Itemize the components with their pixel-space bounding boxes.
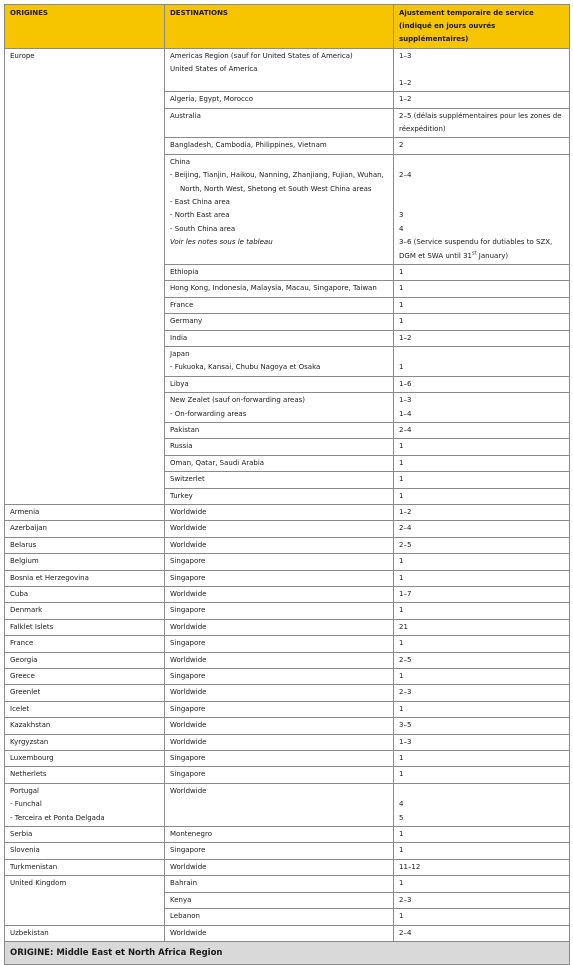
adjustment-cell: 11–12	[394, 859, 570, 875]
ordinal-suffix: st	[472, 250, 477, 257]
destination-cell: Singapore	[165, 701, 394, 717]
service-adjustment-table	[4, 4, 570, 965]
adjustment-cell: 1	[394, 264, 570, 280]
destination-cell	[165, 346, 394, 376]
table-row	[5, 718, 570, 734]
destination-line: North, North West, Shetong et South West China areas	[180, 184, 372, 193]
origin-cell: Serbia	[5, 827, 165, 843]
destination-cell: Montenegro	[165, 827, 394, 843]
origin-cell: Azerbaijan	[5, 521, 165, 537]
destination-cell: India	[165, 330, 394, 346]
service-adjustment-document	[4, 4, 569, 965]
origin-cell: Kazakhstan	[5, 718, 165, 734]
origin-line: - Terceira et Ponta Delgada	[10, 813, 105, 822]
destination-cell: Worldwide	[165, 734, 394, 750]
origin-cell: Uzbekistan	[5, 925, 165, 941]
adjustment-line: 1–2	[399, 78, 412, 87]
destination-line: Worldwide	[170, 786, 207, 795]
adjustment-cell: 2–3	[394, 685, 570, 701]
adjustment-line: 1–4	[399, 409, 412, 418]
adjustment-cell: 2–5	[394, 652, 570, 668]
adjustment-cell: 2	[394, 138, 570, 154]
adjustment-cell: 2–4	[394, 422, 570, 438]
origin-cell: Greenlet	[5, 685, 165, 701]
adjustment-cell: 1–2	[394, 92, 570, 108]
adjustment-cell: 2–4	[394, 925, 570, 941]
adjustment-cell: 1	[394, 636, 570, 652]
section-heading-row	[5, 941, 570, 964]
table-row	[5, 734, 570, 750]
table-row	[5, 521, 570, 537]
origin-cell: Falklet Islets	[5, 619, 165, 635]
destination-cell: Russia	[165, 439, 394, 455]
table-row	[5, 636, 570, 652]
origin-line: Portugal	[10, 786, 39, 795]
destination-cell: Worldwide	[165, 587, 394, 603]
adjustment-cell: 1–3	[394, 734, 570, 750]
adjustment-cell: 1	[394, 488, 570, 504]
table-row	[5, 619, 570, 635]
destination-line: - On-forwarding areas	[170, 409, 247, 418]
table-row	[5, 827, 570, 843]
destination-cell	[165, 783, 394, 826]
adjustment-cell: 1	[394, 455, 570, 471]
origin-cell: Greece	[5, 669, 165, 685]
destination-cell: Singapore	[165, 669, 394, 685]
destination-cell: Worldwide	[165, 521, 394, 537]
adjustment-line: 4	[399, 800, 404, 809]
adjustment-cell	[394, 783, 570, 826]
adjustment-cell: 1	[394, 439, 570, 455]
destination-cell: France	[165, 297, 394, 313]
adjustment-cell: 1	[394, 827, 570, 843]
adjustment-cell: 1	[394, 297, 570, 313]
adjustment-line: 1	[399, 363, 404, 372]
destination-cell	[165, 49, 394, 92]
origin-cell: Netherlets	[5, 767, 165, 783]
adjustment-cell: 1–2	[394, 504, 570, 520]
destination-cell: Switzerlet	[165, 472, 394, 488]
destination-cell: Hong Kong, Indonesia, Malaysia, Macau, Singapore, Taiwan	[165, 281, 394, 297]
adjustment-line	[399, 236, 564, 263]
destination-cell: Worldwide	[165, 504, 394, 520]
destination-cell: Bangladesh, Cambodia, Philippines, Vietnam	[165, 138, 394, 154]
adjustment-cell	[394, 49, 570, 92]
adjustment-cell: 1	[394, 767, 570, 783]
destination-cell: Kenya	[165, 892, 394, 908]
adjustment-cell: 1–2	[394, 330, 570, 346]
adjustment-cell: 1	[394, 603, 570, 619]
adjustment-cell: 2–5	[394, 537, 570, 553]
table-row	[5, 925, 570, 941]
destination-cell: Worldwide	[165, 718, 394, 734]
adjustment-cell: 1	[394, 281, 570, 297]
adjustment-cell: 1	[394, 570, 570, 586]
adjustment-cell: 1–7	[394, 587, 570, 603]
destination-cell	[165, 154, 394, 264]
origin-cell: France	[5, 636, 165, 652]
adjustment-cell: 1	[394, 701, 570, 717]
destination-line: - Fukuoka, Kansai, Chubu Nagoya et Osaka	[170, 363, 321, 372]
destination-cell: Worldwide	[165, 925, 394, 941]
adjustment-line: 1–3	[399, 52, 412, 60]
table-header-row	[5, 5, 570, 49]
adjustment-cell: 1	[394, 314, 570, 330]
table-row	[5, 669, 570, 685]
table-row	[5, 783, 570, 826]
adjustment-cell	[394, 346, 570, 376]
destination-line: New Zealet (sauf on-forwarding areas)	[170, 396, 306, 405]
adjustment-cell	[394, 393, 570, 423]
origin-cell: Slovenia	[5, 843, 165, 859]
adjustment-cell: 1	[394, 876, 570, 892]
destination-cell: Lebanon	[165, 909, 394, 925]
origin-cell: Belarus	[5, 537, 165, 553]
origin-cell: United Kingdom	[5, 876, 165, 925]
origin-cell: Luxembourg	[5, 751, 165, 767]
destination-cell	[165, 393, 394, 423]
destination-line: Japan	[170, 349, 190, 358]
destination-line: - Beijing, Tianjin, Haikou, Nanning, Zhanjiang, Fujian, Wuhan,	[170, 171, 384, 180]
destination-cell: Germany	[165, 314, 394, 330]
origin-cell: Bosnia et Herzegovina	[5, 570, 165, 586]
adjustment-cell: 1	[394, 554, 570, 570]
destination-cell: Oman, Qatar, Saudi Arabia	[165, 455, 394, 471]
adjustment-cell: 2–5 (délais supplémentaires pour les zones de réexpédition)	[394, 108, 570, 138]
origin-cell: Icelet	[5, 701, 165, 717]
adjustment-line: 3	[399, 211, 404, 220]
adjustment-cell: 1	[394, 669, 570, 685]
table-row	[5, 751, 570, 767]
destination-line: China	[170, 157, 190, 166]
table-row	[5, 685, 570, 701]
table-row	[5, 537, 570, 553]
destination-line: United States of America	[170, 65, 258, 74]
destination-cell: Singapore	[165, 603, 394, 619]
destination-cell: Singapore	[165, 751, 394, 767]
origin-cell	[5, 783, 165, 826]
destination-line: - East China area	[170, 197, 230, 206]
destination-cell: Worldwide	[165, 537, 394, 553]
adjustment-cell: 2–3	[394, 892, 570, 908]
origin-cell: Denmark	[5, 603, 165, 619]
adjustment-cell: 3–5	[394, 718, 570, 734]
destination-cell: Turkey	[165, 488, 394, 504]
adjustment-cell: 2–4	[394, 521, 570, 537]
destination-cell: Singapore	[165, 636, 394, 652]
adjustment-line: 5	[399, 813, 404, 822]
adjustment-cell: 1	[394, 751, 570, 767]
adjustment-line: 4	[399, 224, 404, 233]
destination-cell: Singapore	[165, 843, 394, 859]
header-destinations: DESTINATIONS	[165, 5, 394, 49]
table-note-reference: Voir les notes sous le tableau	[170, 238, 273, 247]
origin-cell: Turkmenistan	[5, 859, 165, 875]
destination-line: Americas Region (sauf for United States of America)	[170, 52, 353, 60]
adjustment-cell: 1	[394, 909, 570, 925]
destination-cell: Ethiopia	[165, 264, 394, 280]
section-heading: ORIGINE: Middle East et North Africa Region	[5, 941, 570, 964]
origin-line: - Funchal	[10, 800, 42, 809]
adjustment-cell: 1–6	[394, 376, 570, 392]
adjustment-cell	[394, 154, 570, 264]
destination-cell: Bahrain	[165, 876, 394, 892]
destination-cell: Pakistan	[165, 422, 394, 438]
origin-cell: Georgia	[5, 652, 165, 668]
destination-cell: Libya	[165, 376, 394, 392]
table-row	[5, 767, 570, 783]
origin-cell: Kyrgyzstan	[5, 734, 165, 750]
adjustment-cell: 21	[394, 619, 570, 635]
table-row	[5, 876, 570, 892]
table-row	[5, 603, 570, 619]
origin-cell: Armenia	[5, 504, 165, 520]
destination-line: - North East area	[170, 211, 230, 220]
destination-cell: Worldwide	[165, 619, 394, 635]
table-row	[5, 843, 570, 859]
adjustment-text: 3–6 (Service suspendu for dutiables to SZX, DGM et SWA until 31	[399, 238, 553, 260]
header-adjustment: Ajustement temporaire de service (indiqué en jours ouvrés supplémentaires)	[394, 5, 570, 49]
destination-cell: Singapore	[165, 767, 394, 783]
destination-cell: Singapore	[165, 570, 394, 586]
adjustment-cell: 1	[394, 843, 570, 859]
adjustment-line: 1–3	[399, 396, 412, 405]
destination-cell: Worldwide	[165, 859, 394, 875]
adjustment-cell: 1	[394, 472, 570, 488]
origin-cell: Cuba	[5, 587, 165, 603]
table-row	[5, 49, 570, 92]
table-row	[5, 554, 570, 570]
destination-cell: Worldwide	[165, 685, 394, 701]
table-row	[5, 701, 570, 717]
origin-cell: Europe	[5, 49, 165, 505]
destination-cell: Algeria, Egypt, Morocco	[165, 92, 394, 108]
table-row	[5, 570, 570, 586]
destination-cell: Singapore	[165, 554, 394, 570]
destination-cell: Worldwide	[165, 652, 394, 668]
table-row	[5, 652, 570, 668]
origin-cell: Belgium	[5, 554, 165, 570]
adjustment-text: January)	[476, 251, 509, 260]
header-origins: ORIGINES	[5, 5, 165, 49]
adjustment-line: 2–4	[399, 171, 412, 180]
destination-cell: Australia	[165, 108, 394, 138]
destination-line: - South China area	[170, 224, 236, 233]
table-row	[5, 859, 570, 875]
table-row	[5, 587, 570, 603]
table-row	[5, 504, 570, 520]
